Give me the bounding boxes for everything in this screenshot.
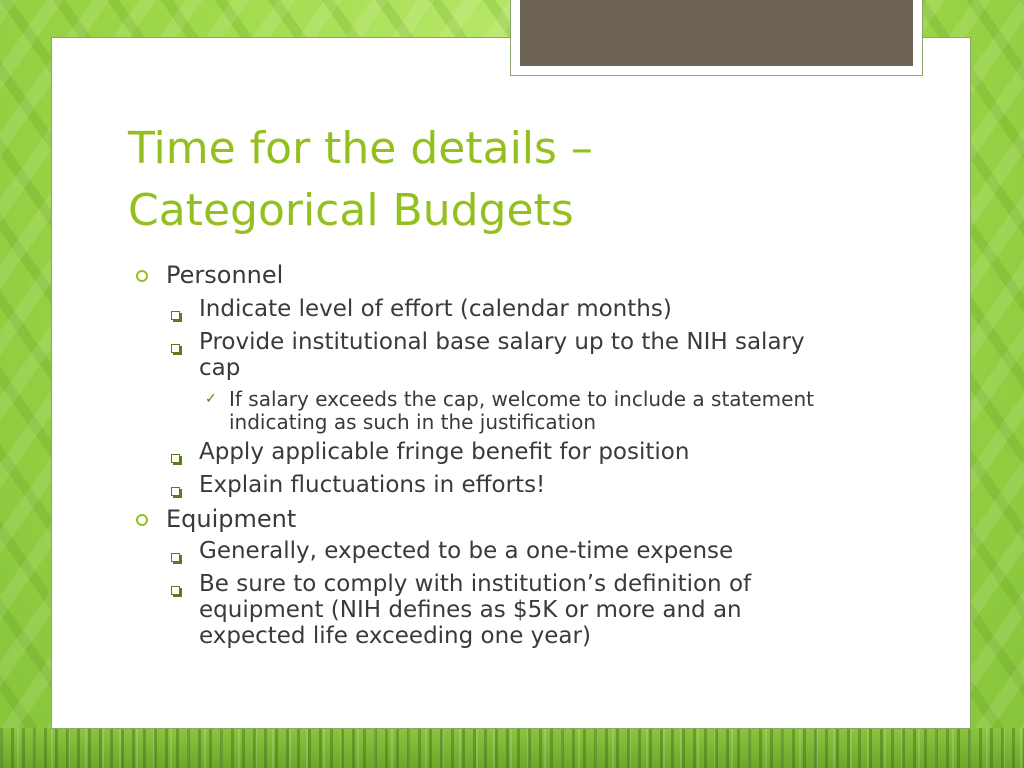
sub-bullet-fluctuations: Explain fluctuations in efforts!	[199, 472, 546, 498]
sub-bullet-level-of-effort: Indicate level of effort (calendar months)	[199, 296, 672, 322]
square-bullet-icon	[171, 553, 180, 562]
sub-bullet-base-salary: Provide institutional base salary up to the NIH salary cap	[199, 329, 805, 381]
checkmark-icon: ✓	[205, 391, 217, 407]
note-salary-cap: If salary exceeds the cap, welcome to include a statement indicating as such in the justification	[229, 387, 814, 434]
bullet-personnel: Personnel	[166, 261, 284, 289]
square-bullet-icon	[171, 311, 180, 320]
bullet-equipment: Equipment	[166, 505, 297, 533]
sub-bullet-fringe-benefit: Apply applicable fringe benefit for position	[199, 439, 690, 465]
square-bullet-icon	[171, 344, 180, 353]
circle-bullet-icon	[136, 270, 148, 282]
square-bullet-icon	[171, 454, 180, 463]
sub-bullet-one-time-expense: Generally, expected to be a one-time expense	[199, 538, 734, 564]
square-bullet-icon	[171, 487, 180, 496]
square-bullet-icon	[171, 586, 180, 595]
title-line-2: Categorical Budgets	[128, 185, 574, 236]
title-line-1: Time for the details –	[128, 123, 593, 174]
circle-bullet-icon	[136, 514, 148, 526]
sub-bullet-equipment-definition: Be sure to comply with institution’s definition of equipment (NIH defines as $5K or more and an expected life exceeding one year)	[199, 571, 752, 649]
